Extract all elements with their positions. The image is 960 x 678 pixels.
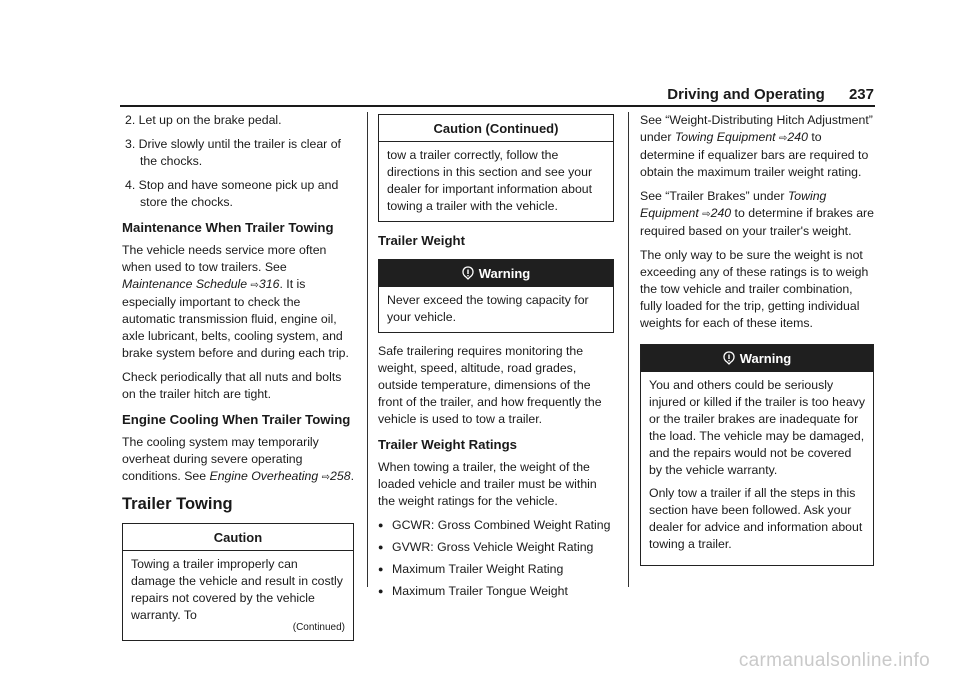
step-item: 2. Let up on the brake pedal. — [125, 113, 282, 127]
caution-box — [122, 523, 354, 641]
column-divider — [367, 112, 368, 587]
page-ref[interactable]: 240 — [787, 130, 808, 144]
page-header — [667, 86, 874, 103]
heading-maintenance: Maintenance When Trailer Towing — [122, 220, 334, 235]
arrow-right-icon: ⇨ — [321, 472, 331, 483]
weight-paragraph: Safe trailering requires monitoring the weight, speed, altitude, road grades, outside temperature, dimensions of the front of the trailer, and how frequently the vehicle is used to tow a trailer. — [378, 344, 602, 426]
heading-weight-ratings: Trailer Weight Ratings — [378, 437, 517, 452]
step-item: 3. Drive slowly until the trailer is clear of the chocks. — [125, 137, 341, 168]
caution-text: Towing a trailer improperly can damage the vehicle and result in costly repairs not covered by the vehicle warranty. To — [131, 557, 343, 622]
cooling-paragraph: The cooling system may temporarily overheat during severe operating conditions. See Engine Overheating ⇨258. — [122, 435, 354, 483]
caution-title: Caution — [123, 524, 353, 551]
page-ref[interactable]: 258 — [330, 469, 351, 483]
warning-text: Never exceed the towing capacity for your vehicle. — [387, 293, 589, 324]
watermark: carmanualsonline.info — [738, 650, 930, 671]
maintenance-schedule-link[interactable]: Maintenance Schedule — [122, 277, 248, 291]
towing-equipment-link[interactable]: Towing Equipment — [640, 189, 827, 220]
heading-trailer-towing: Trailer Towing — [122, 495, 233, 513]
page-number: 237 — [848, 86, 874, 103]
page-ref[interactable]: 316 — [258, 277, 280, 291]
weigh-paragraph: The only way to be sure the weight is not exceeding any of these ratings is to weigh the tow vehicle and trailer combination, fully loaded for the trip, getting individual weights for each of these items. — [640, 248, 869, 330]
section-title: Driving and Operating — [667, 86, 825, 103]
list-item: ● GVWR: Gross Vehicle Weight Rating — [378, 539, 614, 556]
list-item: ● Maximum Trailer Tongue Weight — [378, 583, 614, 600]
list-item: ● GCWR: Gross Combined Weight Rating — [378, 517, 614, 534]
heading-engine-cooling: Engine Cooling When Trailer Towing — [122, 412, 351, 427]
continued-label: (Continued) — [292, 622, 345, 633]
column-3 — [640, 112, 874, 576]
warning-text: Only tow a trailer if all the steps in this section have been followed. Ask your dealer for advice and information about towing a trailer. — [649, 486, 863, 551]
page-ref[interactable]: 240 — [710, 206, 732, 220]
warning-title: Warning — [478, 266, 531, 281]
caution-continued-text: tow a trailer correctly, follow the directions in this section and see your dealer for important information about towing a trailer with the vehicle. — [387, 148, 593, 213]
warning-icon — [462, 266, 474, 280]
warning-text: You and others could be seriously injured or killed if the trailer is too heavy or the trailer brakes are inadequate for the load. The vehicle may be damaged, and the repairs would not be covered by the vehicle warranty. — [649, 378, 865, 477]
trailer-brakes-paragraph: See “Trailer Brakes” under Towing Equipment ⇨240 to determine if brakes are required based on your trailer's weight. — [640, 189, 874, 238]
caution-continued-box — [378, 114, 614, 222]
column-divider — [628, 112, 629, 587]
maintenance-paragraph: The vehicle needs service more often when used to tow trailers. See Maintenance Schedule ⇨316. It is especially important to check the automatic transmission fluid, engine oil, axle lubricant, belts, cooling system, and brake system before and during each trip. — [122, 243, 349, 360]
arrow-right-icon: ⇨ — [702, 209, 711, 220]
list-item: ● Maximum Trailer Weight Rating — [378, 561, 614, 578]
ratings-paragraph: When towing a trailer, the weight of the loaded vehicle and trailer must be within the weight ratings for the vehicle. — [378, 460, 597, 508]
warning-title: Warning — [739, 351, 792, 366]
step-item: 4. Stop and have someone pick up and store the chocks. — [125, 178, 339, 209]
arrow-right-icon: ⇨ — [779, 133, 788, 144]
heading-trailer-weight: Trailer Weight — [378, 233, 465, 248]
hitch-paragraph: Check periodically that all nuts and bolts on the trailer hitch are tight. — [122, 370, 342, 401]
column-2 — [378, 112, 614, 605]
engine-overheating-link[interactable]: Engine Overheating — [209, 469, 319, 483]
warning-box — [640, 344, 874, 566]
warning-box — [378, 259, 614, 333]
header-rule — [120, 105, 875, 107]
towing-equipment-link[interactable]: Towing Equipment — [674, 130, 776, 144]
warning-icon — [723, 351, 735, 365]
caution-continued-title: Caution (Continued) — [379, 115, 613, 142]
hitch-adjustment-paragraph: See “Weight-Distributing Hitch Adjustment” under Towing Equipment ⇨240 to determine if equalizer bars are required to obtain the maximum trailer weight rating. — [640, 113, 873, 179]
arrow-right-icon: ⇨ — [250, 280, 259, 291]
ratings-list — [378, 517, 614, 600]
column-1 — [122, 112, 354, 651]
